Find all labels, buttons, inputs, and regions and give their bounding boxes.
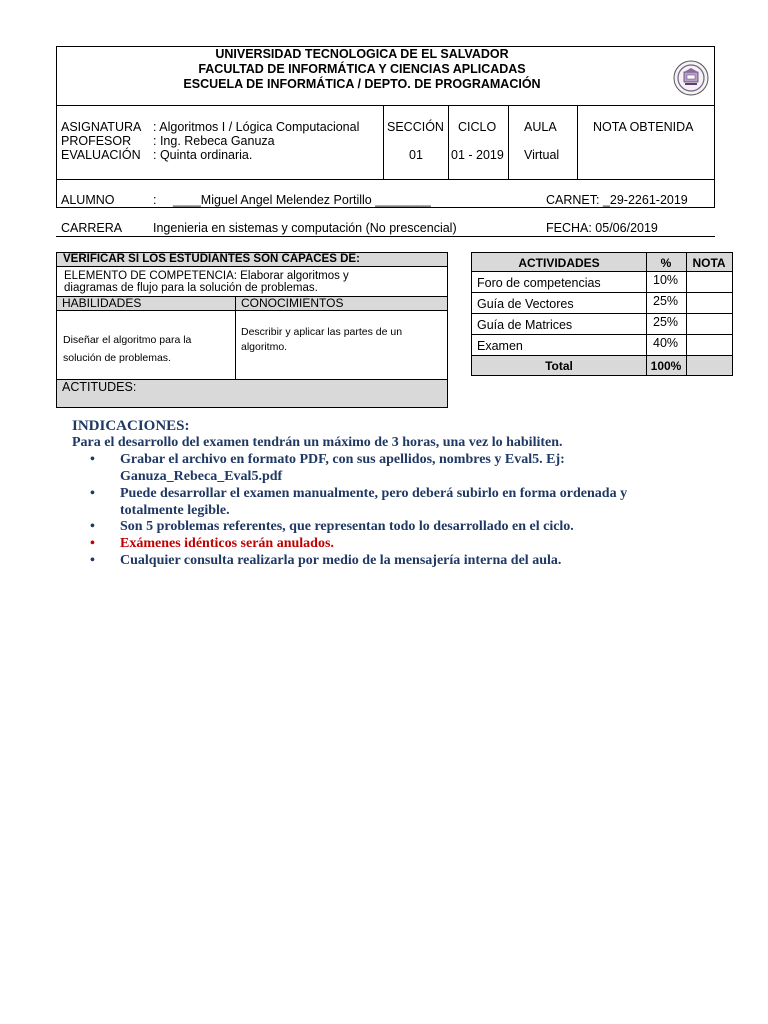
percent-header: % (660, 256, 672, 270)
course-divider (57, 179, 714, 180)
actitudes-row (57, 379, 447, 407)
aula-label: AULA (524, 120, 557, 134)
verify-title: VERIFICAR SI LOS ESTUDIANTES SON CAPACES DE: (63, 253, 360, 265)
skills-header-row (57, 296, 447, 311)
faculty-name: FACULTAD DE INFORMÁTICA Y CIENCIAS APLICADAS (198, 62, 526, 76)
activities-header-row (472, 253, 732, 272)
total-percent: 100% (650, 359, 682, 373)
element-line-1: ELEMENTO DE COMPETENCIA: Elaborar algoritmos y (64, 270, 349, 282)
bullet: • (90, 486, 95, 501)
verify-header-cell (57, 253, 447, 267)
activity-row (472, 335, 732, 356)
student-bottom-border (56, 236, 715, 237)
asignatura-label: ASIGNATURA (61, 120, 142, 134)
evaluacion-label: EVALUACIÓN (61, 148, 141, 162)
university-seal-icon (672, 59, 710, 97)
exam-header (56, 46, 715, 208)
activity-name: Foro de competencias (477, 276, 601, 290)
activities-total-row (472, 356, 732, 375)
bullet-text: Puede desarrollar el examen manualmente, pero deberá subirlo en forma ordenada y (120, 486, 628, 501)
total-label: Total (545, 359, 573, 373)
element-line-2: diagramas de flujo para la solución de problemas. (64, 282, 318, 294)
carrera-label: CARRERA (61, 221, 123, 235)
bullet: • (90, 452, 95, 467)
activity-name: Guía de Vectores (477, 297, 574, 311)
activity-name: Guía de Matrices (477, 318, 573, 332)
nota-obtenida-label: NOTA OBTENIDA (593, 120, 694, 134)
activity-row (472, 272, 732, 293)
aula-value: Virtual (524, 148, 560, 162)
activity-percent: 25% (653, 294, 679, 308)
list-item (90, 553, 710, 570)
nota-header: NOTA (692, 256, 726, 270)
bullet-text: totalmente legible. (120, 502, 230, 518)
profesor-label: PROFESOR (61, 134, 132, 148)
bullet: • (90, 519, 95, 534)
seccion-value: 01 (409, 148, 423, 162)
nota-divider (577, 105, 578, 179)
activities-table (471, 252, 733, 376)
list-item (90, 486, 710, 520)
activity-percent: 25% (653, 315, 679, 329)
actitudes-label: ACTITUDES: (62, 380, 137, 394)
seccion-divider (383, 105, 384, 179)
alumno-label: ALUMNO (61, 193, 115, 207)
conocimientos-line-1: Describir y aplicar las partes de un (241, 326, 403, 338)
activity-row (472, 293, 732, 314)
bullet-text: Grabar el archivo en formato PDF, con sus apellidos, nombres y Eval5. Ej: (120, 452, 565, 467)
conocimientos-header: CONOCIMIENTOS (241, 296, 344, 310)
school-name: ESCUELA DE INFORMÁTICA / DEPTO. DE PROGRAMACIÓN (183, 77, 541, 91)
total-divider-1 (646, 356, 647, 375)
bullet-text: Ganuza_Rebeca_Eval5.pdf (120, 468, 283, 484)
activity-name: Examen (477, 339, 523, 353)
bullet: • (90, 536, 95, 551)
activity-percent: 10% (653, 273, 679, 287)
habilidades-line-2: solución de problemas. (63, 352, 171, 364)
alumno-separator: : (153, 193, 157, 207)
university-name: UNIVERSIDAD TECNOLOGICA DE EL SALVADOR (215, 47, 509, 61)
ciclo-label: CICLO (458, 120, 497, 134)
actividades-header: ACTIVIDADES (518, 256, 600, 270)
carnet: CARNET: _29-2261-2019 (546, 193, 688, 207)
bullet-text: Son 5 problemas referentes, que representan todo lo desarrollado en el ciclo. (120, 519, 574, 534)
bullet: • (90, 553, 95, 568)
bullet-text: Cualquier consulta realizarla por medio de la mensajería interna del aula. (120, 553, 562, 568)
carrera-value: Ingenieria en sistemas y computación (No prescencial) (153, 221, 457, 235)
competency-table (56, 252, 448, 408)
activity-percent: 40% (653, 336, 679, 350)
asignatura-value: : Algoritmos I / Lógica Computacional (153, 120, 360, 134)
list-item (90, 519, 710, 536)
aula-divider (508, 105, 509, 179)
profesor-value: : Ing. Rebeca Ganuza (153, 134, 275, 148)
header-divider (57, 105, 714, 106)
bullet-text: Exámenes idénticos serán anulados. (120, 536, 334, 551)
indications-intro: Para el desarrollo del examen tendrán un máximo de 3 horas, una vez lo habiliten. (72, 435, 563, 450)
habilidades-header: HABILIDADES (62, 296, 142, 310)
ciclo-divider (448, 105, 449, 179)
total-divider-2 (686, 356, 687, 375)
evaluacion-value: : Quinta ordinaria. (153, 148, 253, 162)
fecha: FECHA: 05/06/2019 (546, 221, 658, 235)
ciclo-value: 01 - 2019 (451, 148, 504, 162)
indications-title: INDICACIONES: (72, 418, 190, 434)
activity-row (472, 314, 732, 335)
list-item (90, 452, 710, 486)
conocimientos-line-2: algoritmo. (241, 341, 288, 353)
skills-divider (235, 296, 236, 379)
habilidades-line-1: Diseñar el algoritmo para la (63, 334, 192, 346)
alumno-value: ____Miguel Angel Melendez Portillo ________ (173, 193, 431, 207)
list-item (90, 536, 710, 553)
seccion-label: SECCIÓN (387, 120, 444, 134)
